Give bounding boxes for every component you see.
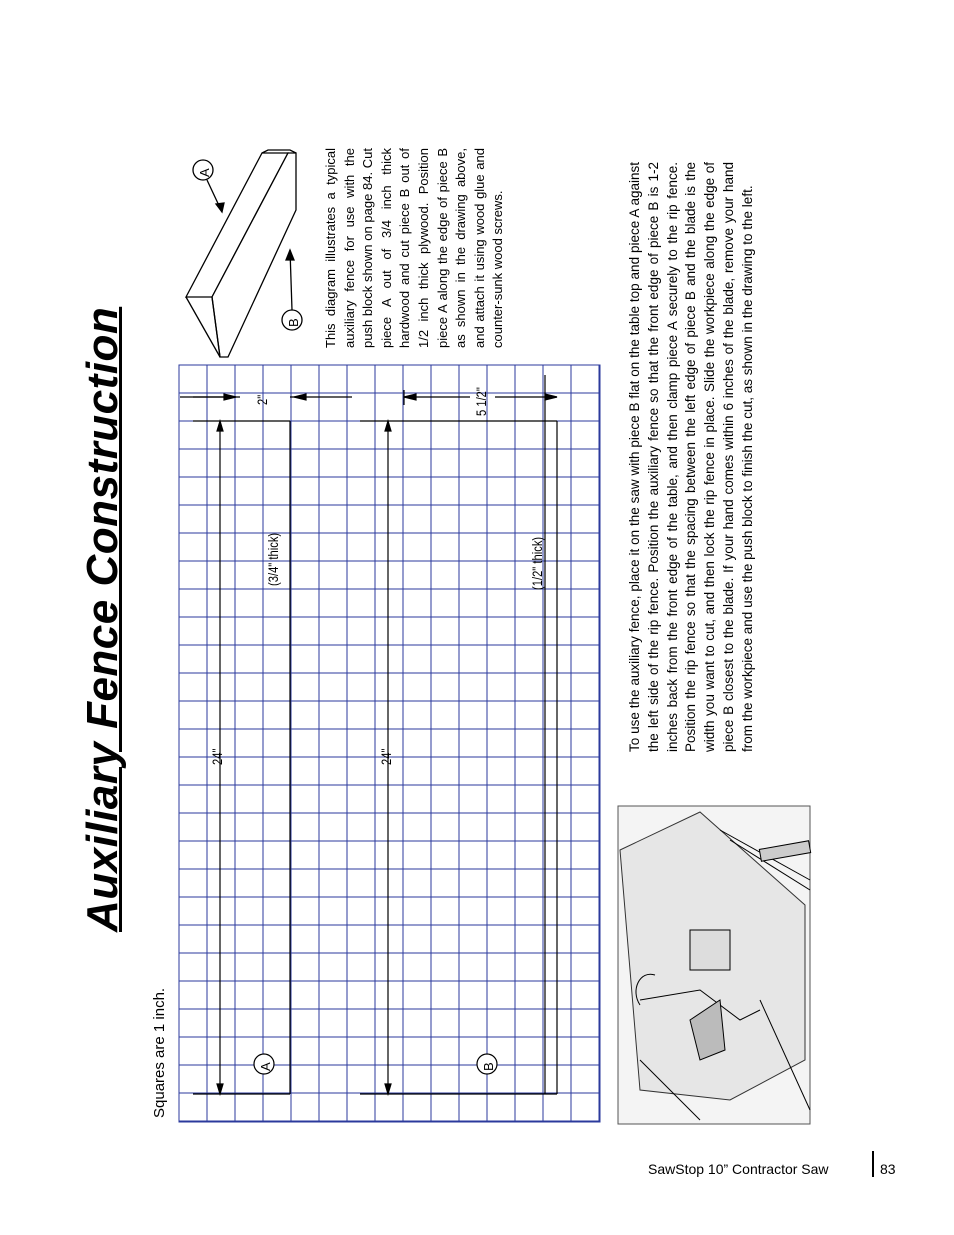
piece-a-thickness-label: (3/4" thick)	[265, 532, 281, 586]
piece-b-width-label: 5 1/2"	[473, 387, 489, 416]
piece-b-thickness-label: (1/2" thick)	[529, 536, 545, 590]
description-paragraph-2: To use the auxiliary fence, place it on the saw with piece B flat on the table top and piece A against the left side of the rip fence. Position the auxiliary fence so that the front edge of piece B is 1-2 inches back from the front edge of the table, and then clamp piece A securely to the rip fence. Position the rip fence so that the spacing between the left edge of piece B and the blade is the width you want to cut, and then lock the rip fence in place. Slide the workpiece along the edge of piece B closest to the blade. If your hand comes within 6 inches of the blade, remove your hand from the workpiece and use the push block to finish the cut, as shown in the drawing to the left.	[627, 162, 755, 752]
footer-product: SawStop 10” Contractor Saw	[648, 1161, 829, 1177]
piece-b-label: B	[481, 1062, 496, 1071]
iso-label-a: A	[197, 168, 212, 177]
footer-divider	[872, 1151, 874, 1177]
squares-note: Squares are 1 inch.	[151, 987, 168, 1118]
piece-b-length-arrow-top	[385, 421, 391, 431]
inch-grid	[179, 365, 600, 1122]
piece-a-width-arrow-right	[294, 394, 306, 400]
fence-isometric-drawing	[186, 150, 302, 357]
table-saw-illustration	[618, 806, 811, 1124]
piece-b-width-arrow-left	[404, 394, 416, 400]
piece-a-length-arrow-top	[217, 421, 223, 431]
description-paragraph-1: This diagram illustrates a typical auxiliary fence for use with the push block shown on page 84. Cut piece A out of 3/4 inch thick hardwood and cut piece B out of 1/2 inch thick plywood. Position piece A along the edge of piece B as shown in the drawing above, and attach it using wood glue and counter-sunk wood screws.	[323, 148, 506, 348]
piece-a-width-label: 2"	[254, 394, 270, 405]
piece-b-length-label: 24"	[378, 748, 394, 765]
dimension-lines	[180, 375, 557, 1094]
iso-label-b: B	[286, 318, 301, 327]
grid-border	[179, 365, 600, 1122]
page-title: Auxiliary Fence Construction	[78, 306, 127, 932]
piece-a-length-label: 24"	[209, 748, 225, 765]
footer-page-number: 83	[880, 1161, 896, 1177]
piece-a-width-arrow-left	[224, 394, 236, 400]
piece-b-width-arrow-right	[545, 394, 557, 400]
piece-a-label: A	[258, 1062, 273, 1071]
